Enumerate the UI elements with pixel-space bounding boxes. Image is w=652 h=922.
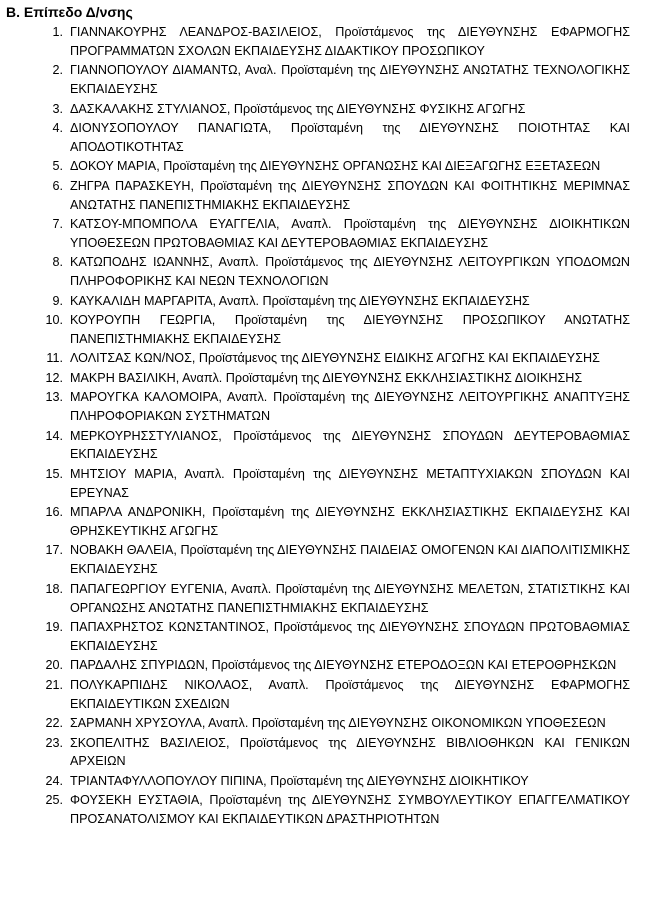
list-item-number: 13. <box>45 390 63 405</box>
director-list <box>0 23 652 830</box>
list-item-number: 21. <box>45 677 63 692</box>
list-item-text: ΚΑΤΣΟΥ-ΜΠΟΜΠΟΛΑ ΕΥΑΓΓΕΛΙΑ, Αναπλ. Προϊσταμένη της ΔΙΕΥΘΥΝΣΗΣ ΔΙΟΙΚΗΤΙΚΩΝ ΥΠΟΘΕΣΕΩΝ ΠΡΩΤΟΒΑΘΜΙΑΣ ΚΑΙ ΔΕΥΤΕΡΟΒΑΘΜΙΑΣ ΕΚΠΑΙΔΕΥΣΗΣ <box>70 217 630 250</box>
list-item <box>0 656 630 675</box>
list-item <box>0 157 630 176</box>
list-item-text: ΜΕΡΚΟΥΡΗΣΣΤΥΛΙΑΝΟΣ, Προϊστάμενος της ΔΙΕΥΘΥΝΣΗΣ ΣΠΟΥΔΩΝ ΔΕΥΤΕΡΟΒΑΘΜΙΑΣ ΕΚΠΑΙΔΕΥΣΗΣ <box>70 428 630 462</box>
list-item <box>0 215 630 253</box>
list-item <box>0 503 630 541</box>
list-item-number: 16. <box>45 505 63 520</box>
list-item <box>0 349 630 368</box>
list-item-number: 23. <box>45 735 63 750</box>
list-item-text: ΤΡΙΑΝΤΑΦΥΛΛΟΠΟΥΛΟΥ ΠΙΠΙΝΑ, Προϊσταμένη της ΔΙΕΥΘΥΝΣΗΣ ΔΙΟΙΚΗΤΙΚΟΥ <box>70 773 529 788</box>
list-item-text: ΣΑΡΜΑΝΗ ΧΡΥΣΟΥΛΑ, Αναπλ. Προϊσταμένη της ΔΙΕΥΘΥΝΣΗΣ ΟΙΚΟΝΟΜΙΚΩΝ ΥΠΟΘΕΣΕΩΝ <box>70 716 606 731</box>
list-item-number: 5. <box>52 159 63 174</box>
list-item-number: 22. <box>45 716 63 731</box>
list-item <box>0 618 630 656</box>
list-item-text: ΦΟΥΣΕΚΗ ΕΥΣΤΑΘΙΑ, Προϊσταμένη της ΔΙΕΥΘΥΝΣΗΣ ΣΥΜΒΟΥΛΕΥΤΙΚΟΥ ΕΠΑΓΓΕΛΜΑΤΙΚΟΥ ΠΡΟΣΑΝΑΤΟΛΙΣΜΟΥ ΚΑΙ ΕΚΠΑΙΔΕΥΤΙΚΩΝ ΔΡΑΣΤΗΡΙΟΤΗΤΩΝ <box>70 793 630 827</box>
list-item-number: 2. <box>52 63 63 78</box>
list-item-number: 17. <box>45 543 63 558</box>
list-item <box>0 177 630 215</box>
list-item <box>0 311 630 349</box>
list-item-number: 7. <box>52 217 63 232</box>
list-item-text: ΠΑΠΑΓΕΩΡΓΙΟΥ ΕΥΓΕΝΙΑ, Αναπλ. Προϊσταμένη της ΔΙΕΥΘΥΝΣΗΣ ΜΕΛΕΤΩΝ, ΣΤΑΤΙΣΤΙΚΗΣ ΚΑΙ ΟΡΓΑΝΩΣΗΣ ΑΝΩΤΑΤΗΣ ΠΑΝΕΠΙΣΤΗΜΙΑΚΗΣ ΕΚΠΑΙΔΕΥΣΗΣ <box>70 581 630 615</box>
list-item-text: ΛΟΛΙΤΣΑΣ ΚΩΝ/ΝΟΣ, Προϊστάμενος της ΔΙΕΥΘΥΝΣΗΣ ΕΙΔΙΚΗΣ ΑΓΩΓΗΣ ΚΑΙ ΕΚΠΑΙΔΕΥΣΗΣ <box>70 351 600 366</box>
list-item-number: 20. <box>45 658 63 673</box>
list-item <box>0 772 630 791</box>
list-item-number: 4. <box>52 121 63 136</box>
section-heading: Β. Επίπεδο Δ/νσης <box>6 4 133 20</box>
list-item-number: 3. <box>52 101 63 116</box>
list-item <box>0 292 630 311</box>
list-item-number: 18. <box>45 581 63 596</box>
list-item-text: ΔΑΣΚΑΛΑΚΗΣ ΣΤΥΛΙΑΝΟΣ, Προϊστάμενος της ΔΙΕΥΘΥΝΣΗΣ ΦΥΣΙΚΗΣ ΑΓΩΓΗΣ <box>70 101 526 116</box>
list-item <box>0 61 630 99</box>
list-item-text: ΓΙΑΝΝΑΚΟΥΡΗΣ ΛΕΑΝΔΡΟΣ-ΒΑΣΙΛΕΙΟΣ, Προϊστάμενος της ΔΙΕΥΘΥΝΣΗΣ ΕΦΑΡΜΟΓΗΣ ΠΡΟΓΡΑΜΜΑΤΩΝ ΣΧΟΛΩΝ ΕΚΠΑΙΔΕΥΣΗΣ ΔΙΔΑΚΤΙΚΟΥ ΠΡΟΣΩΠΙΚΟΥ <box>70 25 630 58</box>
list-item-number: 12. <box>45 370 63 385</box>
list-item <box>0 580 630 618</box>
list-item-text: ΝΟΒΑΚΗ ΘΑΛΕΙΑ, Προϊσταμένη της ΔΙΕΥΘΥΝΣΗΣ ΠΑΙΔΕΙΑΣ ΟΜΟΓΕΝΩΝ ΚΑΙ ΔΙΑΠΟΛΙΤΙΣΜΙΚΗΣ ΕΚΠΑΙΔΕΥΣΗΣ <box>70 543 630 577</box>
list-item-number: 24. <box>45 773 63 788</box>
list-item <box>0 100 630 119</box>
list-item <box>0 427 630 465</box>
list-item-text: ΠΟΛΥΚΑΡΠΙΔΗΣ ΝΙΚΟΛΑΟΣ, Αναπλ. Προϊστάμενος της ΔΙΕΥΘΥΝΣΗΣ ΕΦΑΡΜΟΓΗΣ ΕΚΠΑΙΔΕΥΤΙΚΩΝ ΣΧΕΔΙΩΝ <box>70 677 630 711</box>
list-item-number: 14. <box>45 428 63 443</box>
list-item-number: 1. <box>52 25 63 39</box>
list-item <box>0 714 630 733</box>
list-item-text: ΓΙΑΝΝΟΠΟΥΛΟΥ ΔΙΑΜΑΝΤΩ, Αναλ. Προϊσταμένη της ΔΙΕΥΘΥΝΣΗΣ ΑΝΩΤΑΤΗΣ ΤΕΧΝΟΛΟΓΙΚΗΣ ΕΚΠΑΙΔΕΥΣΗΣ <box>70 63 630 97</box>
list-item <box>0 676 630 714</box>
list-item <box>0 23 630 61</box>
list-item <box>0 541 630 579</box>
list-item-text: ΜΗΤΣΙΟΥ ΜΑΡΙΑ, Αναπλ. Προϊσταμένη της ΔΙΕΥΘΥΝΣΗΣ ΜΕΤΑΠΤΥΧΙΑΚΩΝ ΣΠΟΥΔΩΝ ΚΑΙ ΕΡΕΥΝΑΣ <box>70 466 630 500</box>
list-item-text: ΠΑΡΔΑΛΗΣ ΣΠΥΡΙΔΩΝ, Προϊστάμενος της ΔΙΕΥΘΥΝΣΗΣ ΕΤΕΡΟΔΟΞΩΝ ΚΑΙ ΕΤΕΡΟΘΡΗΣΚΩΝ <box>70 658 617 673</box>
list-item <box>0 465 630 503</box>
list-item <box>0 791 630 829</box>
list-item <box>0 119 630 157</box>
list-item-number: 11. <box>46 351 63 366</box>
list-item-text: ΜΑΚΡΗ ΒΑΣΙΛΙΚΗ, Αναπλ. Προϊσταμένη της ΔΙΕΥΘΥΝΣΗΣ ΕΚΚΛΗΣΙΑΣΤΙΚΗΣ ΔΙΟΙΚΗΣΗΣ <box>70 370 583 385</box>
list-item-text: ΚΑΤΩΠΟΔΗΣ ΙΩΑΝΝΗΣ, Αναπλ. Προϊστάμενος της ΔΙΕΥΘΥΝΣΗΣ ΛΕΙΤΟΥΡΓΙΚΩΝ ΥΠΟΔΟΜΩΝ ΠΛΗΡΟΦΟΡΙΚΗΣ ΚΑΙ ΝΕΩΝ ΤΕΧΝΟΛΟΓΙΩΝ <box>70 255 630 289</box>
list-item-text: ΜΠΑΡΛΑ ΑΝΔΡΟΝΙΚΗ, Προϊσταμένη της ΔΙΕΥΘΥΝΣΗΣ ΕΚΚΛΗΣΙΑΣΤΙΚΗΣ ΕΚΠΑΙΔΕΥΣΗΣ ΚΑΙ ΘΡΗΣΚΕΥΤΙΚΗΣ ΑΓΩΓΗΣ <box>70 505 630 539</box>
list-item <box>0 734 630 772</box>
list-item-number: 9. <box>52 293 63 308</box>
list-item-number: 10. <box>45 313 63 328</box>
list-item <box>0 388 630 426</box>
list-item-text: ΖΗΓΡΑ ΠΑΡΑΣΚΕΥΗ, Προϊσταμένη της ΔΙΕΥΘΥΝΣΗΣ ΣΠΟΥΔΩΝ ΚΑΙ ΦΟΙΤΗΤΙΚΗΣ ΜΕΡΙΜΝΑΣ ΑΝΩΤΑΤΗΣ ΠΑΝΕΠΙΣΤΗΜΙΑΚΗΣ ΕΚΠΑΙΔΕΥΣΗΣ <box>70 178 630 212</box>
list-item-number: 6. <box>52 178 63 193</box>
list-item-number: 15. <box>45 466 63 481</box>
list-item-text: ΔΙΟΝΥΣΟΠΟΥΛΟΥ ΠΑΝΑΓΙΩΤΑ, Προϊσταμένη της ΔΙΕΥΘΥΝΣΗΣ ΠΟΙΟΤΗΤΑΣ ΚΑΙ ΑΠΟΔΟΤΙΚΟΤΗΤΑΣ <box>70 121 630 154</box>
list-item <box>0 253 630 291</box>
list-item-text: ΣΚΟΠΕΛΙΤΗΣ ΒΑΣΙΛΕΙΟΣ, Προϊστάμενος της ΔΙΕΥΘΥΝΣΗΣ ΒΙΒΛΙΟΘΗΚΩΝ ΚΑΙ ΓΕΝΙΚΩΝ ΑΡΧΕΙΩΝ <box>70 735 630 769</box>
list-item-text: ΚΟΥΡΟΥΠΗ ΓΕΩΡΓΙΑ, Προϊσταμένη της ΔΙΕΥΘΥΝΣΗΣ ΠΡΟΣΩΠΙΚΟΥ ΑΝΩΤΑΤΗΣ ΠΑΝΕΠΙΣΤΗΜΙΑΚΗΣ ΕΚΠΑΙΔΕΥΣΗΣ <box>70 313 630 346</box>
list-item-number: 19. <box>45 620 63 635</box>
list-item-text: ΔΟΚΟΥ ΜΑΡΙΑ, Προϊσταμένη της ΔΙΕΥΘΥΝΣΗΣ ΟΡΓΑΝΩΣΗΣ ΚΑΙ ΔΙΕΞΑΓΩΓΗΣ ΕΞΕΤΑΣΕΩΝ <box>70 159 601 174</box>
list-item-number: 8. <box>52 255 63 270</box>
list-item-text: ΜΑΡΟΥΓΚΑ ΚΑΛΟΜΟΙΡΑ, Αναπλ. Προϊσταμένη της ΔΙΕΥΘΥΝΣΗΣ ΛΕΙΤΟΥΡΓΙΚΗΣ ΑΝΑΠΤΥΞΗΣ ΠΛΗΡΟΦΟΡΙΑΚΩΝ ΣΥΣΤΗΜΑΤΩΝ <box>70 390 630 424</box>
list-item <box>0 369 630 388</box>
list-item-text: ΚΑΥΚΑΛΙΔΗ ΜΑΡΓΑΡΙΤΑ, Αναπλ. Προϊσταμένη της ΔΙΕΥΘΥΝΣΗΣ ΕΚΠΑΙΔΕΥΣΗΣ <box>70 293 530 308</box>
list-item-number: 25. <box>45 793 63 808</box>
list-item-text: ΠΑΠΑΧΡΗΣΤΟΣ ΚΩΝΣΤΑΝΤΙΝΟΣ, Προϊστάμενος της ΔΙΕΥΘΥΝΣΗΣ ΣΠΟΥΔΩΝ ΠΡΩΤΟΒΑΘΜΙΑΣ ΕΚΠΑΙΔΕΥΣΗΣ <box>70 620 630 653</box>
